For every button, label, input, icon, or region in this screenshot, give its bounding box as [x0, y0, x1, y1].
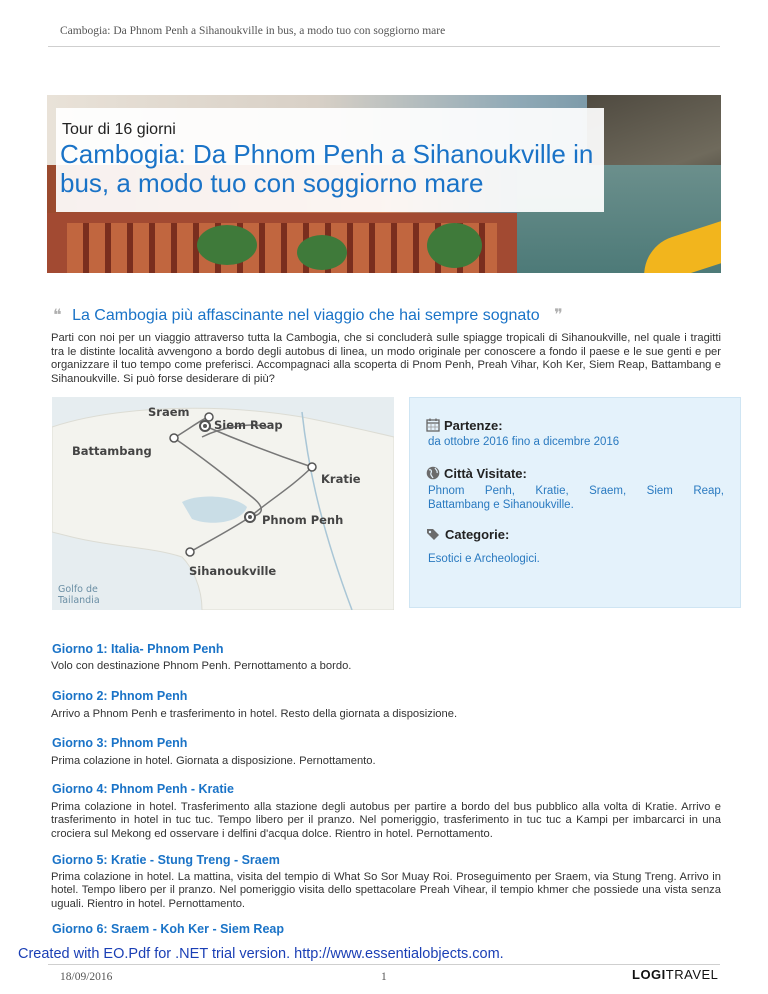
tagline-text: La Cambogia più affascinante nel viaggio che hai sempre sognato — [72, 307, 540, 324]
tagline-quote — [53, 305, 563, 325]
logitravel-logo — [632, 967, 718, 982]
route-map — [52, 397, 394, 610]
cities-text — [428, 484, 724, 512]
globe-icon — [426, 466, 440, 480]
hero-tree — [197, 225, 257, 265]
cities-text-line: Battambang e Sihanoukville. — [428, 499, 574, 511]
close-quote-icon: ❞ — [554, 305, 563, 324]
open-quote-icon: ❝ — [53, 305, 62, 324]
day-title: Giorno 4: Phnom Penh - Kratie — [52, 782, 234, 796]
hero-tree — [427, 223, 482, 268]
running-header: Cambogia: Da Phnom Penh a Sihanoukville in bus, a modo tuo con soggiorno mare — [60, 25, 446, 37]
tour-title: Cambogia: Da Phnom Penh a Sihanoukville in bus, a modo tuo con soggiorno mare — [60, 139, 594, 198]
map-city-label: Phnom Penh — [262, 513, 344, 527]
trial-watermark[interactable]: Created with EO.Pdf for .NET trial version. http://www.essentialobjects.com. — [18, 946, 504, 962]
footer-divider — [48, 964, 720, 965]
map-city-label: Sraem — [148, 405, 190, 419]
map-sea-line: Golfo de — [58, 584, 98, 595]
map-city-label: Battambang — [72, 444, 152, 458]
day-text: Prima colazione in hotel. La mattina, visita del tempio di What So Sor Muay Roi. Proseguimento per Sraem, via Stung Treng. Arrivo in hotel. Tempo libero per il pranzo. Nel pomeriggio visita dello spettacolare Preah Vihear, il tempio khmer che possiede una vista senza uguali. Rientro in hotel. Pernottamento. — [51, 871, 721, 910]
hero-tree — [297, 235, 347, 270]
day-text: Prima colazione in hotel. Giornata a disposizione. Pernottamento. — [51, 755, 376, 767]
cities-title: Città Visitate: — [444, 466, 527, 481]
day-title: Giorno 2: Phnom Penh — [52, 689, 188, 703]
logo-thin-text: TRAVEL — [665, 967, 719, 982]
departures-heading — [426, 418, 503, 433]
map-sea-line: Tailandia — [58, 595, 100, 606]
map-sea-label — [58, 584, 100, 606]
tour-duration-label: Tour di 16 giorni — [62, 121, 176, 138]
day-title: Giorno 6: Sraem - Koh Ker - Siem Reap — [52, 922, 284, 936]
trip-info-box — [409, 397, 741, 608]
map-city-label: Sihanoukville — [189, 564, 277, 578]
departures-text: da ottobre 2016 fino a dicembre 2016 — [428, 436, 620, 448]
day-title: Giorno 5: Kratie - Stung Treng - Sraem — [52, 853, 280, 867]
categories-heading — [426, 527, 509, 542]
logo-bold-text: LOGI — [632, 967, 666, 982]
map-city-label: Kratie — [321, 472, 361, 486]
map-city-label: Siem Reap — [214, 418, 283, 432]
departures-title: Partenze: — [444, 418, 503, 433]
header-divider — [48, 46, 720, 47]
categories-title: Categorie: — [445, 527, 510, 542]
tags-icon — [426, 528, 441, 541]
cities-heading — [426, 466, 527, 481]
categories-text: Esotici e Archeologici. — [428, 553, 540, 565]
day-text: Arrivo a Phnom Penh e trasferimento in hotel. Resto della giornata a disposizione. — [51, 708, 458, 720]
intro-paragraph: Parti con noi per un viaggio attraverso tutta la Cambogia, che si concluderà sulle spiagge tropicali di Sihanoukville, nel quale i tragitti tra le distinte località avvengono a bordo degli autobus di linea, un modo originale per conoscere a fondo il paese e le sue genti e per organizzare il tuo tempo come preferisci. Accompagnaci alla scoperta di Pnom Penh, Preah Vihar, Koh Ker, Siem Reap, Battambang e Sihanoukville. Si può forse desiderare di più? — [51, 332, 721, 385]
day-text: Volo con destinazione Phnom Penh. Pernottamento a bordo. — [51, 660, 352, 672]
footer-date: 18/09/2016 — [60, 971, 113, 983]
cities-text-line: Phnom Penh, Kratie, Sraem, Siem Reap, — [428, 485, 724, 497]
day-text: Prima colazione in hotel. Trasferimento alla stazione degli autobus per partire a bordo del bus pubblico alla volta di Kratie. Arrivo e trasferimento in hotel in tuc tuc. Tempo libero per il pranzo. Nel pomeriggio, trasferimento in tuc tuc a Kampi per imbarcarci in una crociera sul Mekong ed osservare i delfini d'acqua dolce. Rientro in hotel. Pernottamento. — [51, 801, 721, 840]
day-title: Giorno 3: Phnom Penh — [52, 736, 188, 750]
page-number: 1 — [381, 971, 387, 983]
calendar-icon — [426, 418, 440, 432]
day-title: Giorno 1: Italia- Phnom Penh — [52, 642, 224, 656]
